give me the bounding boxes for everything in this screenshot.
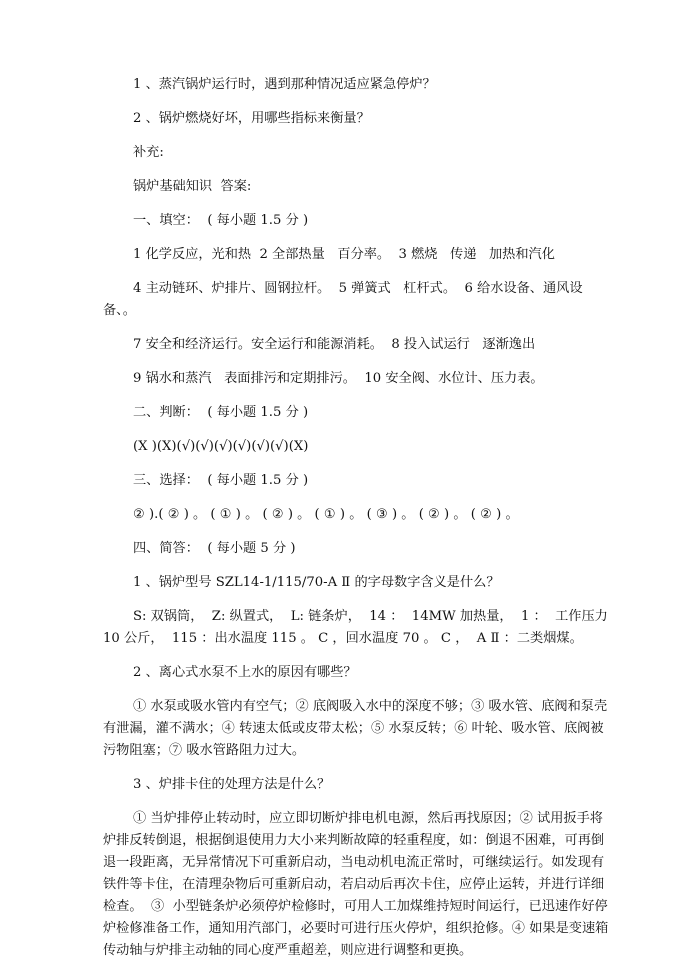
supplement-label: 补充: xyxy=(133,145,164,160)
question-1: 1 、蒸汽锅炉运行时，遇到那种情况适应紧急停炉？ xyxy=(133,77,436,92)
section-fill-blank-heading: 一、填空： ( 每小题 1.5 分 ) xyxy=(133,213,309,228)
fill-blank-answers-4-6: 4 主动链环、炉排片、圆钢拉杆。 5 弹簧式 杠杆式。 6 给水设备、通风设备、。 xyxy=(103,281,583,318)
answers-heading: 锅炉基础知识 答案: xyxy=(133,179,252,194)
fill-blank-answers-1-3: 1 化学反应，光和热 2 全部热量 百分率。 3 燃烧 传递 加热和汽化 xyxy=(133,247,555,262)
multiple-choice-answers: ② ).( ② ) 。 ( ① ) 。 ( ② ) 。 ( ① ) 。 ( ③ ) 。 ( ② ) 。 ( ② ) 。 xyxy=(133,507,519,522)
section-multiple-choice-heading: 三、选择： ( 每小题 1.5 分 ) xyxy=(133,473,309,488)
short-answer-question-2: 2 、离心式水泵不上水的原因有哪些？ xyxy=(133,665,357,680)
question-2: 2 、锅炉燃烧好坏，用哪些指标来衡量？ xyxy=(133,111,370,126)
short-answer-answer-2: ① 水泵或吸水管内有空气；② 底阀吸入水中的深度不够；③ 吸水管、底阀和泵壳有泄漏，灌不满水；④ 转速太低或皮带太松；⑤ 水泵反转；⑥ 叶轮、吸水管、底阀被污物阻塞；⑦ 吸水管路阻力过大。 xyxy=(103,699,608,758)
short-answer-question-3: 3 、炉排卡住的处理方法是什么？ xyxy=(133,777,331,792)
fill-blank-answers-7-8: 7 安全和经济运行。安全运行和能源消耗。 8 投入试运行 逐渐逸出 xyxy=(133,337,536,352)
true-false-answers: (X )(X)(√)(√)(√)(√)(√)(√)(X) xyxy=(133,439,309,454)
short-answer-answer-3: ① 当炉排停止转动时，应立即切断炉排电机电源，然后再找原因；② 试用扳手将炉排反转倒退，根据倒退使用力大小来判断故障的轻重程度，如：倒退不困难，可再倒退一段距离，无异常情况下可重新启动，当电动机电流正常时，可继续运行。如发现有铁件等卡住，在清理杂物后可重新启动，若启动后再次卡住，应停止运转，并进行详细检查。 ③ 小型链条炉必须停炉检修时，可用人工加煤维持短时间运行，已迅速作好停炉检修准备工作，通知用汽部门，必要时可进行压火停炉，组织抢修。④ 如果是变速箱传动轴与炉排主动轴的同心度严重超差，则应进行调整和更换。 xyxy=(103,811,609,958)
section-true-false-heading: 二、判断： ( 每小题 1.5 分 ) xyxy=(133,405,309,420)
section-short-answer-heading: 四、简答： ( 每小题 5 分 ) xyxy=(133,541,296,556)
short-answer-answer-1: S: 双锅筒， Z: 纵置式， L: 链条炉， 14 ： 14MW 加热量， 1 ： 工作压力 10 公斤， 115 ：出水温度 115 。 C ，回水温度 70 。 C ， A Ⅱ ：二类烟煤。 xyxy=(103,609,613,646)
short-answer-question-1: 1 、锅炉型号 SZL14-1/115/70-A Ⅱ 的字母数字含义是什么？ xyxy=(133,575,500,590)
fill-blank-answers-9-10: 9 锅水和蒸汽 表面排污和定期排污。 10 安全阀、水位计、压力表。 xyxy=(133,371,544,386)
